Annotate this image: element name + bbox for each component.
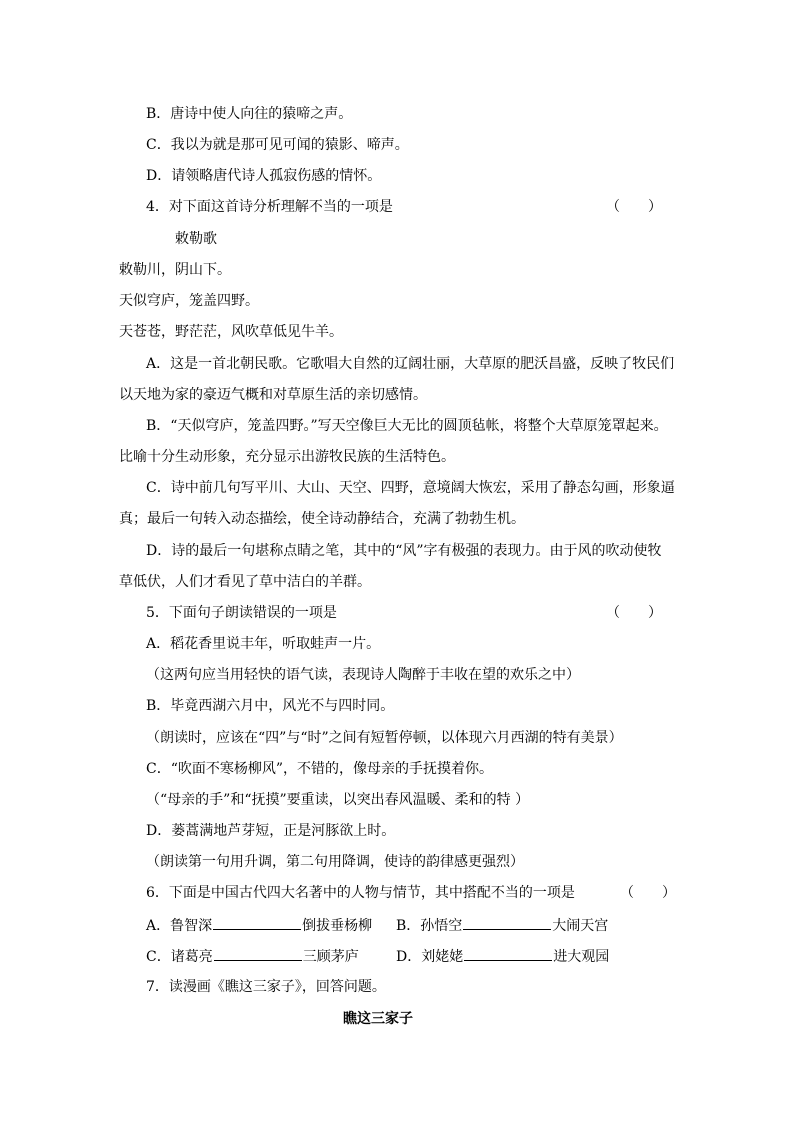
q4-option-b-line1: B．“天似穹庐，笼盖四野。”写天空像巨大无比的圆顶毡帐，将整个大草原笼罩起来。	[146, 418, 668, 434]
q4-option-d-line1: D．诗的最后一句堪称点睛之笔，其中的“风”字有极强的表现力。由于风的吹动使牧	[146, 543, 662, 559]
q4-option-a-line2: 以天地为家的豪迈气概和对草原生活的亲切感情。	[119, 387, 427, 403]
q6-stem: 6．下面是中国古代四大名著中的人物与情节，其中搭配不当的一项是	[146, 885, 575, 901]
comic-title: 瞧这三家子	[343, 1011, 413, 1027]
poem-line-3: 天苍苍，野茫茫，风吹草低见牛羊。	[119, 324, 343, 340]
q4-option-a-line1: A．这是一首北朝民歌。它歌唱大自然的辽阔壮丽，大草原的肥沃昌盛，反映了牧民们	[146, 356, 675, 372]
q5-option-b-note: （朗读时，应该在“四”与“时”之间有短暂停顿，以体现六月西湖的特有美景）	[146, 730, 623, 746]
q5-option-a: A．稻花香里说丰年，听取蛙声一片。	[146, 636, 381, 652]
q6-option-b-label: B．孙悟空	[396, 918, 463, 934]
q5-option-c: C．“吹面不寒杨柳风”，不错的，像母亲的手抚摸着你。	[146, 761, 494, 777]
poem-line-1: 敕勒川，阴山下。	[119, 262, 231, 278]
q4-option-c-line1: C．诗中前几句写平川、大山、天空、四野，意境阔大恢宏，采用了静态勾画，形象逼	[146, 480, 675, 496]
q6-option-c-plot: 三顾茅庐	[302, 949, 359, 965]
fill-blank[interactable]	[213, 915, 301, 930]
q5-option-d: D．蒌蒿满地芦芽短，正是河豚欲上时。	[146, 823, 396, 839]
q6-option-c-label: C．诸葛亮	[146, 949, 213, 965]
q4-option-b-line2: 比喻十分生动形象，充分显示出游牧民族的生活特色。	[119, 449, 455, 465]
q6-option-b	[396, 915, 608, 936]
q4-option-c-line2: 真；最后一句转入动态描绘，使全诗动静结合，充满了勃勃生机。	[119, 511, 525, 527]
fill-blank[interactable]	[464, 946, 552, 961]
q4-option-d-line2: 草低伏，人们才看见了草中洁白的羊群。	[119, 574, 371, 590]
q6-option-b-plot: 大闹天宫	[552, 918, 609, 934]
q6-option-a-plot: 倒拔垂杨柳	[302, 918, 373, 934]
q5-stem: 5．下面句子朗读错误的一项是	[146, 605, 337, 621]
poem-line-2: 天似穹庐，笼盖四野。	[119, 293, 259, 309]
poem-title: 敕勒歌	[175, 231, 217, 247]
q5-option-a-note: （这两句应当用轻快的语气读，表现诗人陶醉于丰收在望的欢乐之中）	[146, 667, 580, 683]
q6-option-c	[146, 946, 359, 967]
q5-answer-paren: （ ）	[606, 605, 662, 621]
q6-option-d	[396, 946, 609, 967]
q6-option-d-plot: 进大观园	[553, 949, 610, 965]
q6-option-a-label: A．鲁智深	[146, 918, 213, 934]
q4-answer-paren: （ ）	[606, 199, 662, 215]
q5-option-c-note: （“母亲的手”和“抚摸”要重读，以突出春风温暖、柔和的特 ）	[146, 792, 530, 808]
q7-stem: 7．读漫画《瞧这三家子》，回答问题。	[146, 979, 386, 995]
q4-stem: 4．对下面这首诗分析理解不当的一项是	[146, 199, 393, 215]
q5-option-d-note: （朗读第一句用升调，第二句用降调，使诗的韵律感更强烈）	[146, 854, 524, 870]
fill-blank[interactable]	[463, 915, 551, 930]
q6-option-d-label: D．刘姥姥	[396, 949, 464, 965]
q3-option-c: C．我以为就是那可见可闻的猿影、啼声。	[146, 137, 409, 153]
q5-option-b: B．毕竟西湖六月中，风光不与四时同。	[146, 698, 395, 714]
fill-blank[interactable]	[214, 946, 302, 961]
q6-answer-paren: （ ）	[620, 885, 676, 901]
q3-option-b: B．唐诗中使人向往的猿啼之声。	[146, 106, 353, 122]
q6-option-a	[146, 915, 372, 936]
q3-option-d: D．请领略唐代诗人孤寂伤感的情怀。	[146, 168, 382, 184]
